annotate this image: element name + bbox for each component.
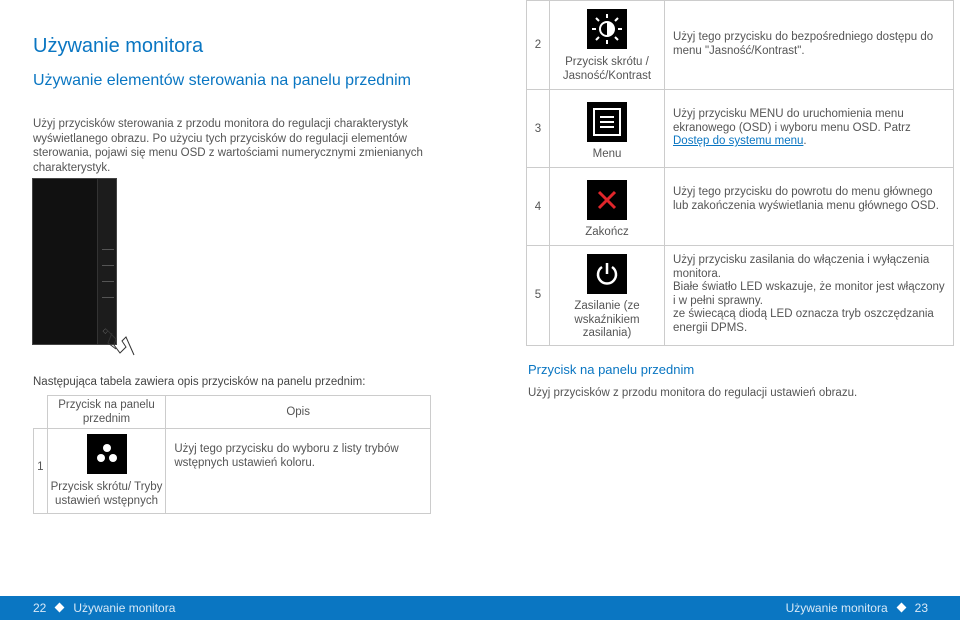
button-description [665,90,954,168]
preset-modes-icon[interactable] [87,434,127,474]
table-row [550,246,665,346]
power-desc-line: Użyj przycisku zasilania do włączenia i wyłączenia monitora. [673,254,930,280]
menu-icon[interactable] [587,102,627,142]
footer-right [786,601,928,615]
diamond-icon [55,603,65,613]
page-number-left: 22 [33,601,47,615]
buttons-table-right [526,0,954,346]
button-label: Przycisk skrótu / Jasność/Kontrast [562,56,652,82]
panel-button-mark [102,249,114,250]
table-row [550,90,665,168]
power-led-icon: ◇ [102,328,108,335]
table-intro: Następująca tabela zawiera opis przycisków na panelu przednim: [33,376,366,388]
intro-paragraph: Użyj przycisków sterowania z przodu monitora do regulacji charakterystyk wyświetlanego obrazu. Po użyciu tych przycisków do regulacji elementów sterowania, pojawi się menu OSD z wartościami numerycznymi zmienianych charakterystyk. [33,118,423,174]
buttons-table-left [33,395,431,514]
power-icon[interactable] [587,254,627,294]
exit-icon[interactable] [587,180,627,220]
table-row [550,1,665,90]
description-text: Użyj przycisku MENU do uruchomienia menu ekranowego (OSD) i wyboru menu OSD. Patrz [673,108,911,134]
page-number-right: 23 [914,601,928,615]
panel-button-mark [102,297,114,298]
diamond-icon [896,603,906,613]
row-number: 3 [527,90,550,168]
description-end: . [803,135,807,148]
row-number: 2 [527,1,550,90]
monitor-front-panel-illustration [32,178,117,345]
table-row [550,168,665,246]
menu-system-link[interactable]: Dostęp do systemu menu [673,135,804,148]
brightness-contrast-icon[interactable] [587,9,627,49]
row-number: 5 [527,246,550,346]
button-description: Użyj tego przycisku do bezpośredniego dostępu do menu "Jasność/Kontrast". [665,1,954,90]
row-number: 4 [527,168,550,246]
power-desc-line: Białe światło LED wskazuje, że monitor jest włączony i w pełni sprawny. [673,281,945,307]
section-heading-front-panel: Przycisk na panelu przednim [528,362,695,377]
table-corner [34,396,48,429]
button-description [665,246,954,346]
row-number: 1 [34,429,48,514]
table-row [47,429,166,514]
button-label: Zasilanie (ze wskaźnikiem zasilania) [574,300,640,339]
footer-chapter-left: Używanie monitora [73,601,176,615]
footer-left [33,601,175,615]
section-paragraph: Użyj przycisków z przodu monitora do regulacji ustawień obrazu. [528,387,858,399]
page-title: Używanie monitora [33,35,204,57]
button-label: Przycisk skrótu/ Tryby ustawień wstępnych [50,481,163,507]
power-desc-line: ze świecącą diodą LED oznacza tryb oszczędzania energii DPMS. [673,308,934,334]
table-header-button: Przycisk na panelu przednim [47,396,166,429]
pointing-hand-icon [104,325,136,357]
panel-button-mark [102,281,114,282]
page-footer [0,596,960,620]
table-header-description: Opis [166,396,431,429]
footer-chapter-right: Używanie monitora [785,601,888,615]
button-description: Użyj tego przycisku do powrotu do menu głównego lub zakończenia wyświetlania menu głównego OSD. [665,168,954,246]
panel-button-mark [102,265,114,266]
monitor-bezel-edge [97,179,116,344]
button-label: Menu [592,147,622,160]
button-description: Użyj tego przycisku do wyboru z listy trybów wstępnych ustawień koloru. [166,429,431,514]
section-heading: Używanie elementów sterowania na panelu przednim [33,72,411,89]
button-label: Zakończ [585,225,629,238]
